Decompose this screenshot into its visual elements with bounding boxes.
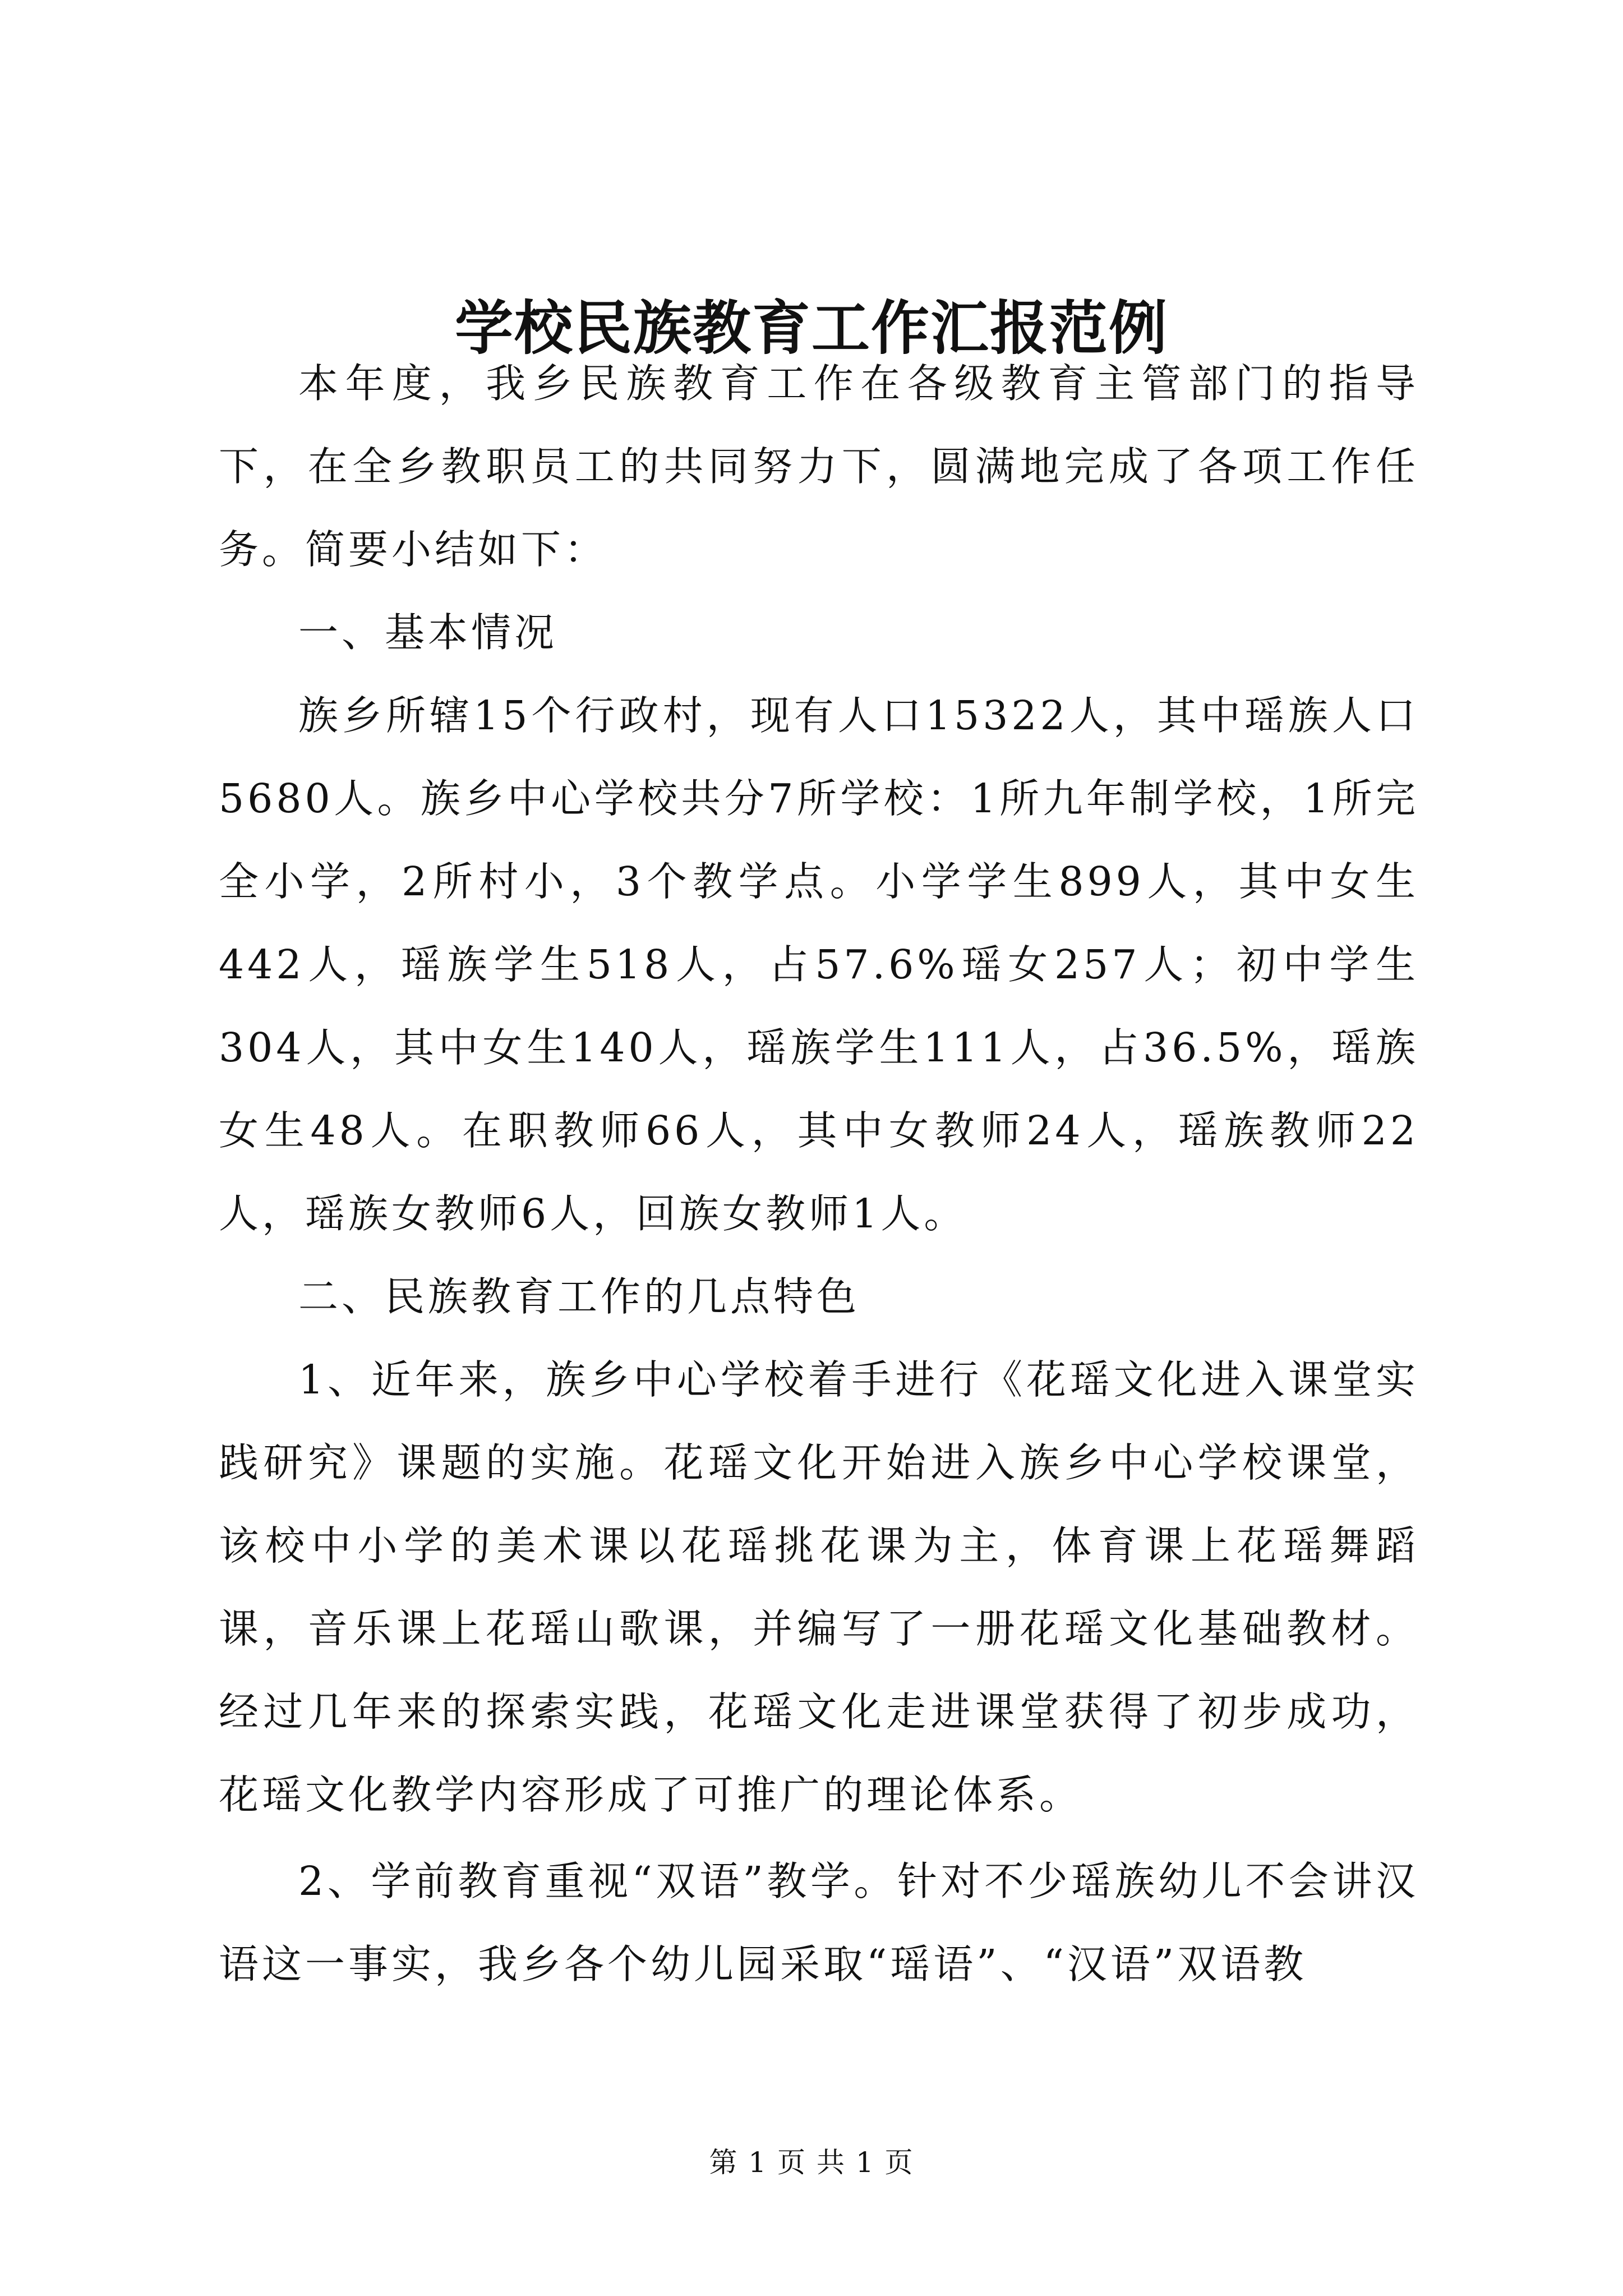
document-title: 学校民族教育工作汇报范例 [454, 293, 1168, 362]
paragraph-feature-2: 2、学前教育重视“双语”教学。针对不少瑶族幼儿不会讲汉语这一事实，我乡各个幼儿园采取“瑶语”、“汉语”双语教 [219, 1858, 1419, 1987]
page-footer: 第 1 页 共 1 页 [709, 2146, 914, 2179]
document-body [219, 342, 1419, 2006]
paragraph-feature-1: 1、近年来，族乡中心学校着手进行《花瑶文化进入课堂实践研究》课题的实施。花瑶文化开始进入族乡中心学校课堂，该校中小学的美术课以花瑶挑花课为主，体育课上花瑶舞蹈课，音乐课上花瑶山歌课，并编写了一册花瑶文化基础教材。经过几年来的探索实践，花瑶文化走进课堂获得了初步成功，花瑶文化教学内容形成了可推广的理论体系。 [219, 1356, 1419, 1818]
paragraph-basic-situation: 族乡所辖15个行政村，现有人口15322人，其中瑶族人口5680人。族乡中心学校共分7所学校：1所九年制学校，1所完全小学，2所村小，3个教学点。小学学生899人，其中女生442人，瑶族学生518人，占57.6%瑶女257人；初中学生304人，其中女生140人，瑶族学生111人，占36.5%，瑶族女生48人。在职教师66人，其中女教师24人，瑶族教师22人，瑶族女教师6人，回族女教师1人。 [219, 692, 1419, 1237]
paragraph-intro: 本年度，我乡民族教育工作在各级教育主管部门的指导下，在全乡教职员工的共同努力下，圆满地完成了各项工作任务。简要小结如下： [219, 360, 1419, 573]
section-heading-features: 二、民族教育工作的几点特色 [298, 1273, 860, 1320]
section-heading-basic-situation: 一、基本情况 [298, 609, 558, 656]
